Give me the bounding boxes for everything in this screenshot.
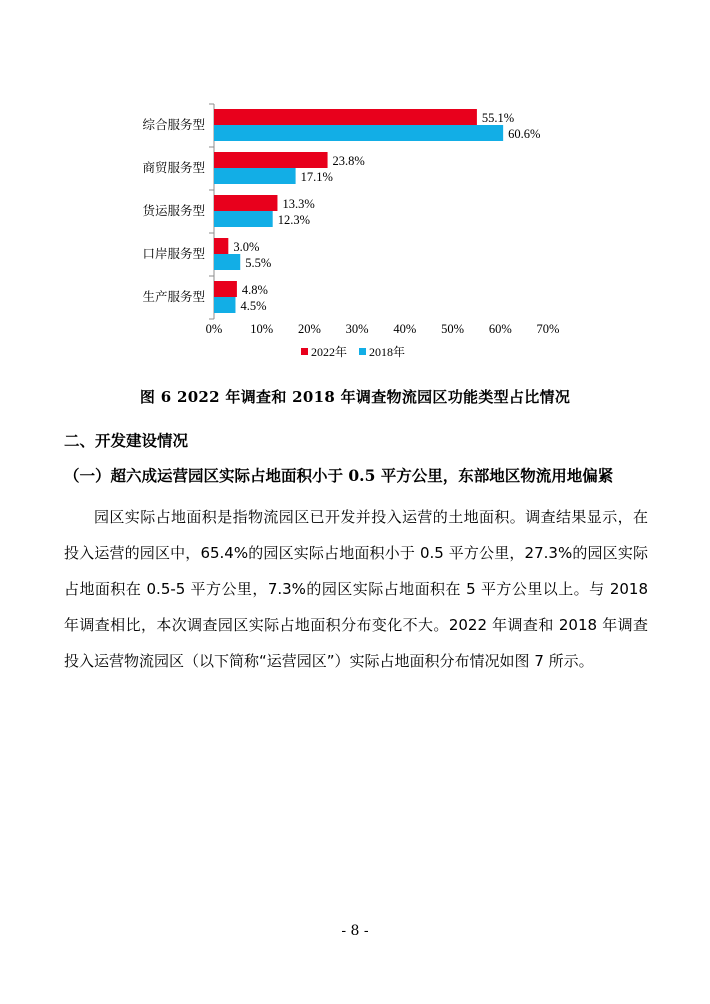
data-label: 4.8% (241, 283, 268, 297)
bar-chart (0, 0, 710, 380)
data-label: 3.0% (233, 240, 260, 254)
bar (214, 281, 237, 297)
bar (214, 195, 277, 211)
x-tick-label: 50% (441, 322, 465, 336)
legend-swatch (301, 348, 308, 355)
x-tick-label: 60% (488, 322, 512, 336)
data-label: 17.1% (300, 170, 333, 184)
data-label: 4.5% (240, 299, 267, 313)
bar (214, 297, 235, 313)
data-label: 55.1% (481, 111, 515, 125)
category-label: 综合服务型 (142, 118, 205, 132)
legend-swatch (359, 348, 366, 355)
category-label: 生产服务型 (142, 290, 205, 304)
category-label: 口岸服务型 (142, 247, 205, 261)
data-label: 12.3% (277, 213, 310, 227)
data-label: 60.6% (508, 127, 541, 141)
x-tick-label: 30% (345, 322, 369, 336)
figure-caption: 图 6 2022 年调查和 2018 年调查物流园区功能类型占比情况 (139, 388, 571, 406)
bar (214, 125, 503, 141)
category-label: 货运服务型 (142, 204, 205, 218)
data-label: 13.3% (282, 197, 315, 211)
body-paragraph: 园区实际占地面积是指物流园区已开发并投入运营的土地面积。调查结果显示，在投入运营的园区中，65.4%的园区实际占地面积小于 0.5 平方公里，27.3%的园区实际占地面积在 0.5-5 平方公里，7.3%的园区实际占地面积在 5 平方公里以上。与 2018 年调查相比，本次调查园区实际占地面积分布变化不大。2022 年调查和 2018 年调查投入运营物流园区（以下简称“运营园区”）实际占地面积分布情况如图 7 所示。 (64, 508, 648, 670)
bar (214, 254, 240, 270)
subsection-heading: （一）超六成运营园区实际占地面积小于 0.5 平方公里，东部地区物流用地偏紧 (64, 466, 614, 485)
data-label: 23.8% (332, 154, 365, 168)
x-tick-label: 20% (297, 322, 321, 336)
data-label: 5.5% (245, 256, 272, 270)
bar (214, 211, 273, 227)
section-heading: 二、开发建设情况 (64, 431, 189, 450)
x-tick-label: 70% (536, 322, 560, 336)
legend-label: 2018年 (369, 345, 406, 359)
bar (214, 109, 477, 125)
bar (214, 168, 296, 184)
legend-label: 2022年 (311, 345, 348, 359)
x-tick-label: 0% (205, 322, 223, 336)
bar (214, 238, 228, 254)
category-label: 商贸服务型 (142, 161, 205, 175)
bar (214, 152, 328, 168)
page-number: - 8 - (341, 923, 369, 939)
x-tick-label: 40% (393, 322, 417, 336)
x-tick-label: 10% (250, 322, 274, 336)
